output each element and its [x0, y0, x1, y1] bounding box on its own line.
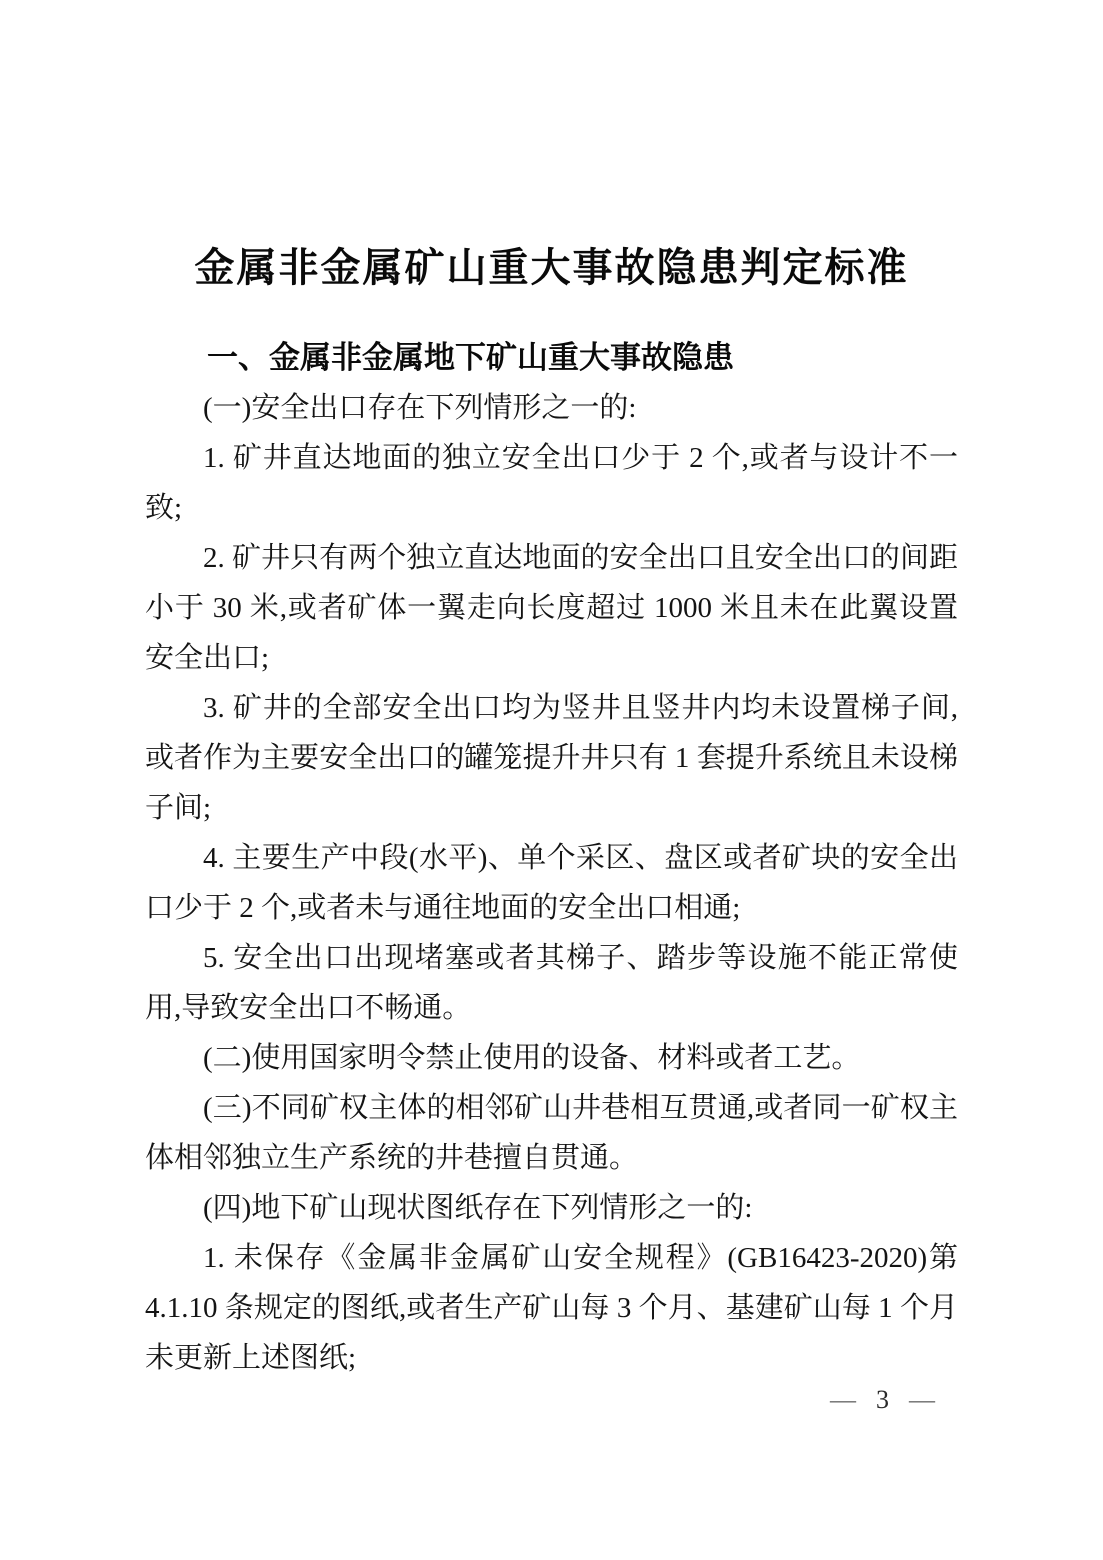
footer-dash-left: — [830, 1385, 856, 1414]
clause-item-1-5: 5. 安全出口出现堵塞或者其梯子、踏步等设施不能正常使用,导致安全出口不畅通。 [145, 942, 958, 1024]
clause-item-1-2: 2. 矿井只有两个独立直达地面的安全出口且安全出口的间距小于 30 米,或者矿体一翼走向长度超过 1000 米且未在此翼设置安全出口; [145, 542, 958, 674]
clause-item-1-3: 3. 矿井的全部安全出口均为竖井且竖井内均未设置梯子间,或者作为主要安全出口的罐笼提升井只有 1 套提升系统且未设梯子间; [145, 692, 958, 824]
clause-heading-2: (二)使用国家明令禁止使用的设备、材料或者工艺。 [203, 1042, 861, 1074]
clause-heading-4: (四)地下矿山现状图纸存在下列情形之一的: [203, 1192, 753, 1224]
clause-item-1-1: 1. 矿井直达地面的独立安全出口少于 2 个,或者与设计不一致; [145, 442, 958, 524]
document-title: 金属非金属矿山重大事故隐患判定标准 [194, 245, 909, 290]
section-heading: 一、金属非金属地下矿山重大事故隐患 [207, 340, 734, 375]
clause-item-1-4: 4. 主要生产中段(水平)、单个采区、盘区或者矿块的安全出口少于 2 个,或者未与通往地面的安全出口相通; [145, 842, 958, 924]
clause-heading-3: (三)不同矿权主体的相邻矿山井巷相互贯通,或者同一矿权主体相邻独立生产系统的井巷擅自贯通。 [145, 1092, 958, 1174]
footer-dash-right: — [909, 1385, 935, 1414]
clause-item-4-1: 1. 未保存《金属非金属矿山安全规程》(GB16423-2020)第 4.1.10 条规定的图纸,或者生产矿山每 3 个月、基建矿山每 1 个月未更新上述图纸; [145, 1242, 958, 1374]
page-footer [830, 1384, 935, 1416]
clause-heading-1: (一)安全出口存在下列情形之一的: [203, 392, 637, 424]
page-number: 3 [876, 1385, 889, 1414]
